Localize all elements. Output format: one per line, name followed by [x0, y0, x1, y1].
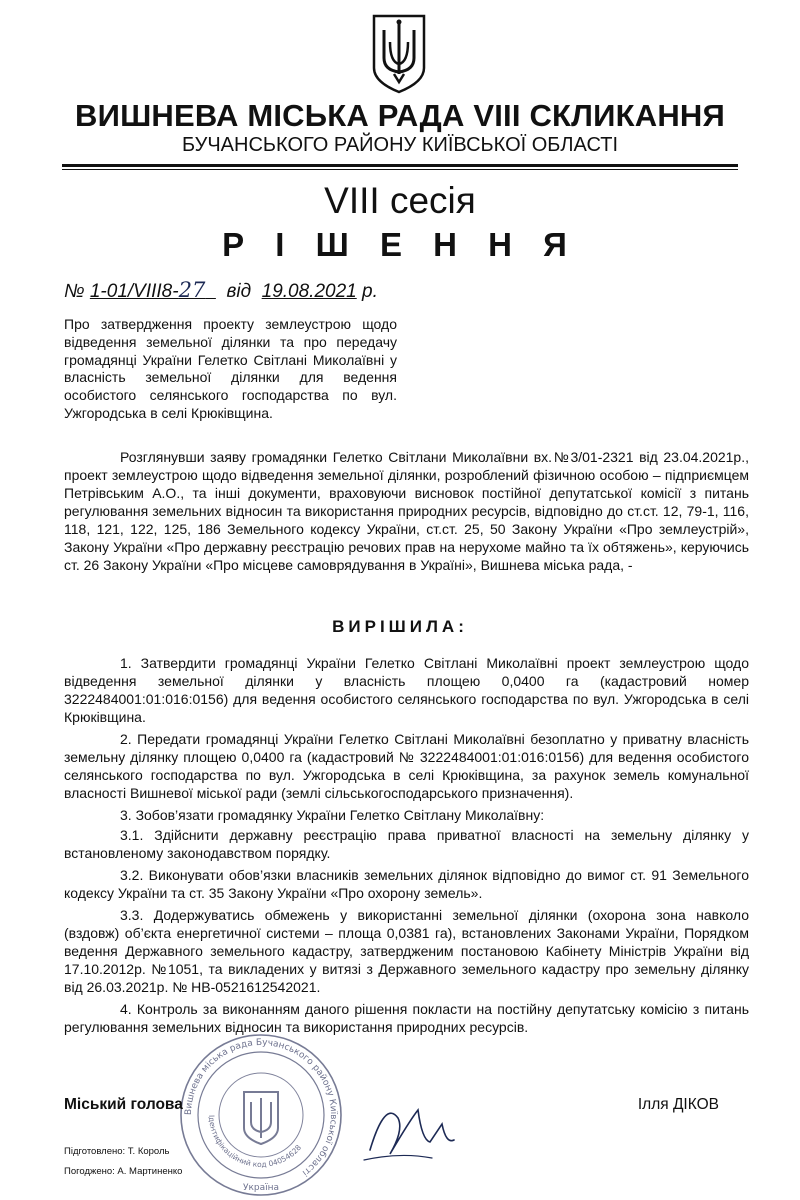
preamble-paragraph: Розглянувши заяву громадянки Гелетко Світлани Миколаївни вх.№3/01-2321 від 23.04.2021р., проект землеустрою щодо відведення земельної ділянки, розроблений фізичною особою – підприємцем Петрівським А.О., та інші документи, враховуючи висновок постійної депутатської комісії з питань регулювання земельних відносин та використання природних ресурсів, відповідно до ст.ст. 12, 79-1, 116, 118, 121, 122, 125, 186 Земельного кодексу України, ст.ст. 25, 50 Закону України «Про землеустрій», Закону України «Про державну реєстрацію речових прав на нерухоме майно та їх обтяжень», керуючись ст. 26 Закону України «Про місцеве самоврядування в Україні», Вишнева міська рада, - [64, 449, 749, 573]
official-seal-icon [176, 1030, 346, 1200]
seal-outer-text: Вишнева міська рада Бучанського району Київської області [183, 1037, 339, 1178]
from-label: від [226, 281, 252, 302]
document-type: Р І Ш Е Н Н Я [222, 226, 578, 263]
signature-icon [360, 1080, 460, 1166]
signature-block [64, 1096, 749, 1114]
seal-code-text: Ідентифікаційний код 04054628 [206, 1114, 304, 1170]
decision-number: 1-01/VIII8-27 [89, 278, 206, 302]
handwritten-number: 27 [178, 278, 206, 302]
resolved-heading: ВИРІШИЛА: [332, 617, 468, 636]
agreed-by: Погоджено: А. Мартиненко [64, 1166, 183, 1177]
district-title: БУЧАНСЬКОГО РАЙОНУ КИЇВСЬКОЇ ОБЛАСТІ [181, 134, 618, 156]
signatory-position: Міський голова [64, 1096, 183, 1113]
decision-subject: Про затвердження проекту землеустрою щодо відведення земельної ділянки та про передачу громадянці України Гелетко Світлані Миколаївні у власність земельної ділянки для ведення особистого селянського господарства по вул. Ужгородська в селі Крюківщина. [64, 316, 397, 421]
decision-item-3-3: 3.3. Додержуватись обмежень у використанні земельної ділянки (охорона зона навколо (вздовж) об’єкта енергетичної системи – площа 0,0381 га), встановлених Законами України, Порядком ведення Державного земельного кадастру, затвердженим постановою Кабінету Міністрів України від 17.10.2012р. №1051, та викладених у витязі з Державного земельного кадастру про земельну ділянку від 26.03.2021р. № НВ-0521612542021. [64, 907, 749, 995]
header-rule-thick [62, 164, 738, 167]
date-suffix: р. [362, 281, 378, 302]
signatory-name: Ілля ДІКОВ [637, 1096, 719, 1113]
number-prefix: № [64, 281, 85, 302]
decision-items [64, 654, 749, 1040]
prepared-by: Підготовлено: Т. Король [64, 1146, 170, 1157]
decision-date: 19.08.2021 [261, 281, 357, 302]
decision-item-2: 2. Передати громадянці України Гелетко Світлані Миколаївні безоплатно у приватну власність земельну ділянку площею 0,0400 га (кадастровий № 3222484001:01:016:0156) для ведення особистого селянського господарства по вул. Ужгородська в селі Крюківщина, за рахунок земель комунальної власності Вишневої міської ради (землі сільськогосподарського призначення). [64, 731, 749, 801]
council-title: ВИШНЕВА МІСЬКА РАДА VIII СКЛИКАННЯ [75, 98, 725, 133]
decision-item-4: 4. Контроль за виконанням даного рішення покласти на постійну депутатську комісію з питань регулювання земельних відносин та використання природних ресурсів. [64, 1001, 749, 1035]
seal-bottom-text: Україна [242, 1183, 280, 1193]
coat-of-arms-icon [370, 12, 428, 94]
session-title: VIII сесія [324, 180, 476, 221]
decision-number-line [64, 278, 378, 303]
header-rule-thin [62, 169, 738, 170]
decision-item-1: 1. Затвердити громадянці України Гелетко Світлані Миколаївні проект землеустрою щодо відведення земельної ділянки у власність площею 0,0400 га (кадастровий номер 3222484001:01:016:0156) для ведення особистого селянського господарства по вул. Ужгородська в селі Крюківщина. [64, 655, 749, 725]
decision-item-3-2: 3.2. Виконувати обов’язки власників земельних ділянок відповідно до вимог ст. 91 Земельного кодексу України та ст. 35 Закону України «Про охорону земель». [64, 867, 749, 901]
decision-item-3: 3. Зобов’язати громадянку України Гелетко Світлану Миколаївну: [120, 807, 545, 823]
decision-item-3-1: 3.1. Здійснити державну реєстрацію права приватної власності на земельну ділянку у встановленому законодавством порядку. [64, 827, 749, 861]
